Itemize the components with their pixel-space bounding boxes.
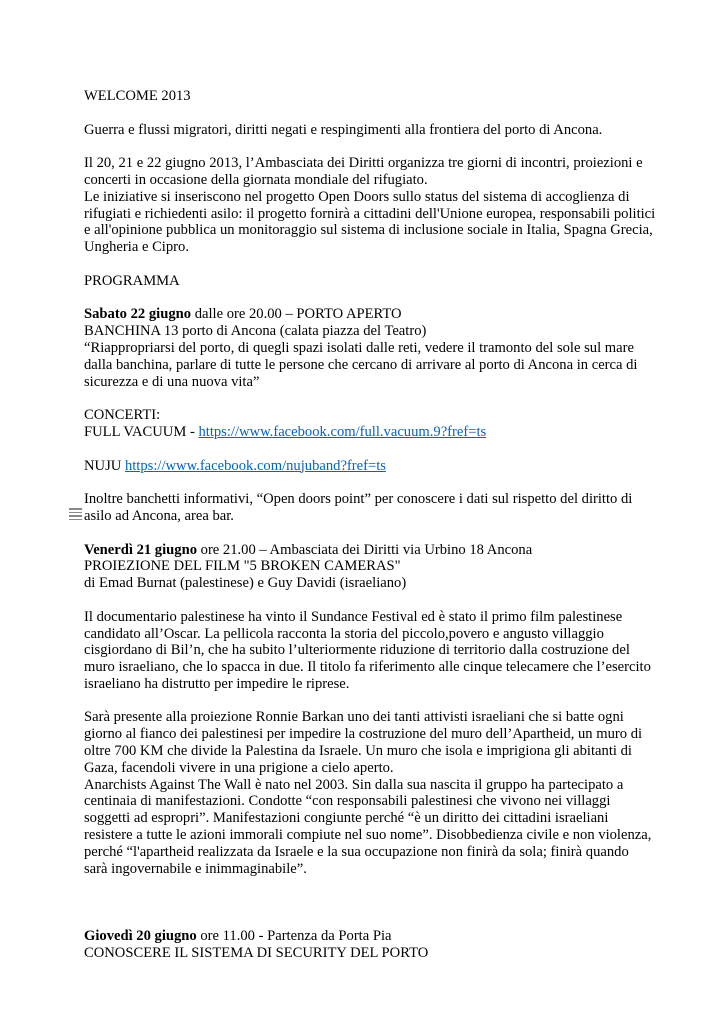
sabato-section [84, 306, 664, 390]
full-vacuum-link[interactable]: https://www.facebook.com/full.vacuum.9?fref=ts [198, 423, 487, 440]
giovedi-title: CONOSCERE IL SISTEMA DI SECURITY DEL PORTO [84, 944, 429, 961]
venerdi-section [84, 542, 664, 592]
full-vacuum-line [84, 424, 664, 441]
sabato-header [84, 306, 664, 323]
intro-line: Ungheria e Cipro. [84, 239, 189, 256]
barkan-line: resistere a tutte le azioni immorali compiute nel suo nome”. Disobbedienza civile e non violenza, [84, 827, 652, 844]
nuju-line [84, 458, 664, 475]
concerti-section [84, 407, 664, 441]
barkan-line: Anarchists Against The Wall è nato nel 2003. Sin dalla sua nascita il gruppo ha partecipato a [84, 776, 624, 793]
giovedi-time: ore 11.00 - Partenza da Porta Pia [196, 927, 392, 944]
venerdi-film: PROIEZIONE DEL FILM "5 BROKEN CAMERAS" [84, 558, 401, 575]
nuju-label: NUJU [84, 457, 125, 474]
intro-line: Le iniziative si inseriscono nel progetto Open Doors sullo status del sistema di accoglienza di [84, 188, 630, 205]
barkan-line: oltre 700 KM che divide la Palestina da Israele. Un muro che isola e imprigiona gli abitanti di [84, 743, 632, 760]
subtitle-text: Guerra e flussi migratori, diritti negati e respingimenti alla frontiera del porto di Ancona. [84, 121, 603, 138]
documentario-line: Il documentario palestinese ha vinto il Sundance Festival ed è stato il primo film palestinese [84, 608, 623, 625]
sabato-quote-line: sicurezza e di una nuova vita” [84, 373, 260, 390]
giovedi-day: Giovedì 20 giugno [84, 927, 197, 944]
documentario-line: muro israeliano, che lo spacca in due. Il titolo fa riferimento alle cinque telecamere che l’esercito [84, 659, 651, 676]
barkan-line: soggetti ad espropri”. Manifestazioni congiunte perché “è un diritto dei cittadini israeliani [84, 810, 609, 827]
intro-line: e all'opinione pubblica un monitoraggio sul sistema di inclusione sociale in Italia, Spagna Grecia, [84, 222, 653, 239]
document-subtitle [84, 122, 664, 139]
banchetti-line: asilo ad Ancona, area bar. [84, 507, 234, 524]
barkan-line: Sarà presente alla proiezione Ronnie Barkan uno dei tanti attivisti israeliani che si batte ogni [84, 709, 624, 726]
intro-line: concerti in occasione della giornata mondiale del rifugiato. [84, 171, 428, 188]
intro-paragraph [84, 155, 664, 256]
venerdi-directors: di Emad Burnat (palestinese) e Guy Davidi (israeliano) [84, 575, 407, 592]
sabato-quote-line: dalla banchina, parlare di tutte le persone che cercano di arrivare al porto di Ancona in cerca di [84, 356, 638, 373]
venerdi-time: ore 21.00 – Ambasciata dei Diritti via Urbino 18 Ancona [197, 541, 533, 558]
document-title [84, 88, 664, 105]
nuju-link[interactable]: https://www.facebook.com/nujuband?fref=ts [124, 457, 386, 474]
barkan-paragraph [84, 709, 664, 877]
documentario-line: candidato all’Oscar. La pellicola racconta la storia del piccolo,povero e angusto villaggio [84, 625, 604, 642]
spacer-paragraph [84, 894, 664, 911]
document-body [84, 88, 664, 978]
barkan-line: centinaia di manifestazioni. Condotte “con responsabili palestinesi che vivono nei villaggi [84, 793, 611, 810]
intro-line: rifugiati e richiedenti asilo: il progetto fornirà a cittadini dell'Unione europea, responsabili politici [84, 205, 656, 222]
documentario-line: cisgiordano di Bil’n, che ha subito l’ulteriormente riduzione di territorio dalla costruzione del [84, 642, 630, 659]
programma-heading [84, 273, 664, 290]
sabato-day: Sabato 22 giugno [84, 306, 192, 323]
giovedi-header [84, 928, 664, 945]
comment-marker-icon[interactable] [69, 508, 82, 522]
full-vacuum-label: FULL VACUUM - [84, 423, 199, 440]
nuju-section [84, 458, 664, 475]
banchetti-paragraph [84, 491, 664, 525]
venerdi-day: Venerdì 21 giugno [84, 541, 197, 558]
sabato-time: dalle ore 20.00 – PORTO APERTO [191, 306, 402, 323]
intro-line: Il 20, 21 e 22 giugno 2013, l’Ambasciata dei Diritti organizza tre giorni di incontri, proiezioni e [84, 155, 643, 172]
banchetti-line: Inoltre banchetti informativi, “Open doors point” per conoscere i dati sul rispetto del diritto di [84, 491, 633, 508]
documentario-paragraph [84, 609, 664, 693]
concerti-heading: CONCERTI: [84, 407, 161, 424]
barkan-line: sarà ingovernabile e inimmaginabile”. [84, 860, 307, 877]
venerdi-header [84, 542, 664, 559]
barkan-line: Gaza, facendoli vivere in una prigione a cielo aperto. [84, 759, 394, 776]
barkan-line: giorno al fianco dei palestinesi per impedire la costruzione del muro dell’Apartheid, un muro di [84, 726, 643, 743]
programma-text: PROGRAMMA [84, 272, 180, 289]
sabato-place: BANCHINA 13 porto di Ancona (calata piazza del Teatro) [84, 323, 427, 340]
title-text: WELCOME 2013 [84, 88, 191, 104]
documentario-line: israeliano ha distrutto per impedire le riprese. [84, 675, 350, 692]
giovedi-section [84, 928, 664, 962]
barkan-line: perché “l'apartheid realizzata da Israele e la sua occupazione non finirà da sola; finirà quando [84, 843, 629, 860]
sabato-quote-line: “Riappropriarsi del porto, di quegli spazi isolati dalle reti, vedere il tramonto del sole sul mare [84, 339, 634, 356]
